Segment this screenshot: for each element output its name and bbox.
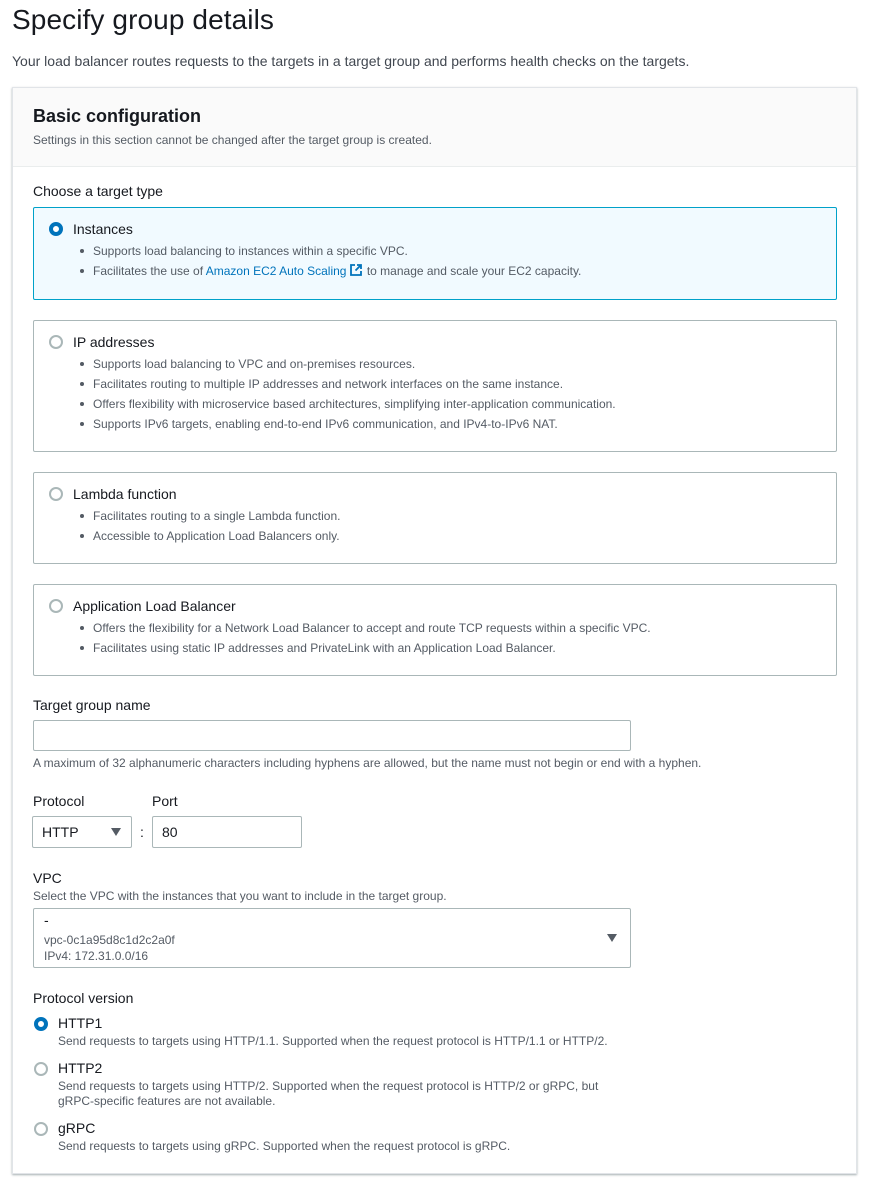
vpc-label: VPC	[33, 870, 62, 886]
http2-desc: Send requests to targets using HTTP/2. Supported when the request protocol is HTTP/2 or gRPC, but gRPC-specific features are not available.	[58, 1079, 599, 1108]
page-title: Specify group details	[12, 4, 275, 35]
list-item: Offers the flexibility for a Network Load Balancer to accept and route TCP requests within a specific VPC.	[93, 620, 651, 640]
protocol-port-separator: :	[140, 824, 144, 840]
list-item: Supports load balancing to instances within a specific VPC.	[93, 243, 581, 263]
list-item: Accessible to Application Load Balancers only.	[93, 528, 340, 548]
http1-title: HTTP1	[58, 1015, 103, 1031]
protocol-select[interactable]	[32, 816, 132, 848]
lambda-function-radio[interactable]	[49, 487, 63, 501]
vpc-id: vpc-0c1a95d8c1d2c2a0f	[44, 933, 175, 947]
target-type-tile-ip-addresses[interactable]	[33, 320, 837, 452]
vpc-cidr: IPv4: 172.31.0.0/16	[44, 949, 149, 963]
link-text: Amazon EC2 Auto Scaling	[205, 264, 347, 278]
panel-subtitle: Settings in this section cannot be changed after the target group is created.	[33, 133, 432, 147]
protocol-value: HTTP	[42, 824, 79, 840]
basic-configuration-panel	[12, 87, 857, 1174]
grpc-title: gRPC	[58, 1120, 96, 1136]
external-link-icon	[349, 263, 363, 281]
list-item: Offers flexibility with microservice based architectures, simplifying inter-application communication.	[93, 396, 616, 416]
tile-title: Instances	[73, 221, 133, 237]
ip-addresses-radio[interactable]	[49, 335, 63, 349]
caret-down-icon	[111, 828, 121, 836]
grpc-desc: Send requests to targets using gRPC. Supported when the request protocol is gRPC.	[58, 1139, 511, 1153]
caret-down-icon	[607, 934, 617, 942]
tile-bullets	[93, 243, 581, 283]
list-item: Supports load balancing to VPC and on-premises resources.	[93, 356, 616, 376]
http2-title: HTTP2	[58, 1060, 103, 1076]
port-label: Port	[152, 793, 178, 809]
tile-title: IP addresses	[73, 334, 155, 350]
tile-bullets	[93, 508, 340, 548]
list-item	[93, 263, 581, 283]
vpc-hint: Select the VPC with the instances that you want to include in the target group.	[33, 889, 447, 903]
vpc-select[interactable]	[33, 908, 631, 968]
list-item: Facilitates routing to multiple IP addresses and network interfaces on the same instance.	[93, 376, 616, 396]
grpc-radio[interactable]	[34, 1122, 48, 1136]
list-item: Facilitates using static IP addresses and PrivateLink with an Application Load Balancer.	[93, 640, 651, 660]
target-group-name-hint: A maximum of 32 alphanumeric characters including hyphens are allowed, but the name must not begin or end with a hyphen.	[33, 756, 702, 770]
http1-radio[interactable]	[34, 1017, 48, 1031]
target-group-name-input[interactable]	[33, 720, 631, 751]
port-input[interactable]	[152, 816, 302, 848]
target-group-name-label: Target group name	[33, 697, 151, 713]
list-item: Supports IPv6 targets, enabling end-to-end IPv6 communication, and IPv4-to-IPv6 NAT.	[93, 416, 616, 436]
tile-bullets	[93, 620, 651, 660]
vpc-name: -	[44, 912, 49, 928]
protocol-label: Protocol	[33, 793, 85, 809]
tile-bullets	[93, 356, 616, 436]
target-type-tile-lambda[interactable]	[33, 472, 837, 564]
list-item: Facilitates routing to a single Lambda function.	[93, 508, 340, 528]
tile-title: Application Load Balancer	[73, 598, 236, 614]
instances-radio[interactable]	[49, 222, 63, 236]
target-type-tile-instances[interactable]	[33, 207, 837, 300]
tile-title: Lambda function	[73, 486, 177, 502]
target-type-label: Choose a target type	[33, 183, 163, 199]
page-description: Your load balancer routes requests to the targets in a target group and performs health checks on the targets.	[12, 53, 690, 69]
bullet-text: Facilitates the use of	[93, 264, 204, 278]
bullet-suffix: to manage and scale your EC2 capacity.	[366, 264, 582, 278]
ec2-auto-scaling-link[interactable]	[206, 264, 364, 278]
http1-desc: Send requests to targets using HTTP/1.1. Supported when the request protocol is HTTP/1.1 or HTTP/2.	[58, 1034, 608, 1048]
target-type-tile-alb[interactable]	[33, 584, 837, 676]
protocol-version-label: Protocol version	[33, 990, 134, 1006]
panel-title: Basic configuration	[33, 106, 202, 126]
http2-radio[interactable]	[34, 1062, 48, 1076]
application-load-balancer-radio[interactable]	[49, 599, 63, 613]
panel-header	[13, 88, 856, 167]
